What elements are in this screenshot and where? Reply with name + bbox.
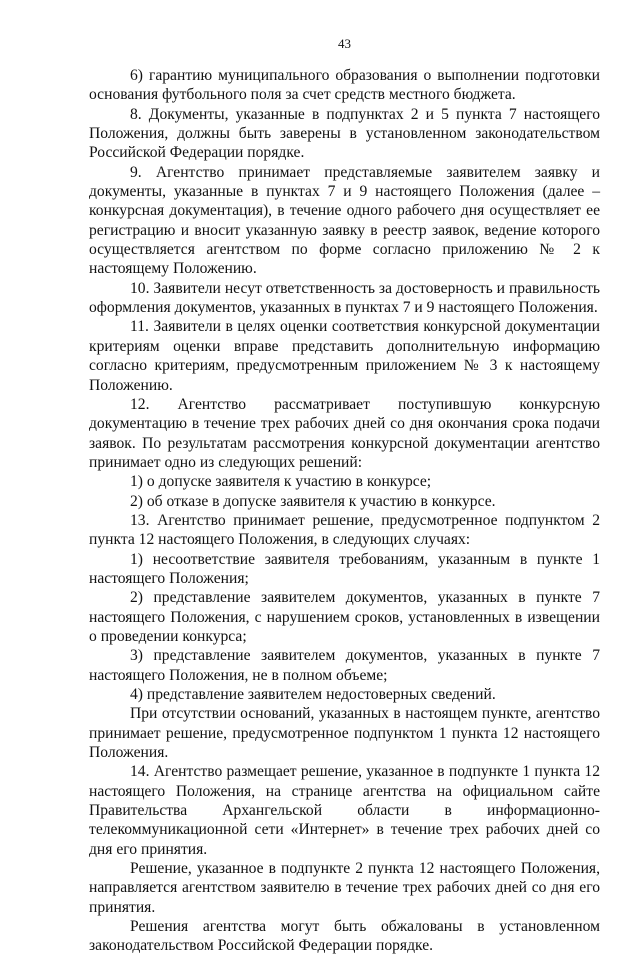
paragraph-13-item-1: 1) несоответствие заявителя требованиям, указанным в пункте 1 настоящего Положения; [89, 550, 600, 587]
paragraph-13-item-4: 4) представление заявителем недостоверных сведений. [130, 686, 496, 703]
paragraph-13-item-2: 2) представление заявителем документов, указанных в пункте 7 настоящего Положения, с нарушением сроков, установленных в извещении о проведении конкурса; [89, 589, 600, 645]
paragraph-12-item-1: 1) о допуске заявителя к участию в конкурсе; [130, 473, 432, 491]
document-body [89, 66, 600, 956]
paragraph-item-6: 6) гарантию муниципального образования о выполнении подготовки основания футбольного поля за счет средств местного бюджета. [89, 67, 600, 104]
paragraph-14-decision: Решение, указанное в подпункте 2 пункта 12 настоящего Положения, направляется агентством заявителю в течение трех рабочих дней со дня его принятия. [89, 860, 600, 916]
paragraph-14: 14. Агентство размещает решение, указанное в подпункте 1 пункта 12 настоящего Положения, на странице агентства на официальном сайте Правительства Архангельской области в информационно-телекоммуникационной сети «Интернет» в течение трех рабочих дней со дня его принятия. [89, 763, 600, 858]
paragraph-13: 13. Агентство принимает решение, предусмотренное подпунктом 2 пункта 12 настоящего Положения, в следующих случаях: [89, 511, 600, 549]
paragraph-13-conclusion: При отсутствии оснований, указанных в настоящем пункте, агентство принимает решение, предусмотренное подпунктом 1 пункта 12 настоящего Положения. [89, 705, 600, 762]
paragraph-12-item-2: 2) об отказе в допуске заявителя к участию в конкурсе. [130, 492, 496, 510]
paragraph-10: 10. Заявители несут ответственность за достоверность и правильность оформления документов, указанных в пунктах 7 и 9 настоящего Положения. [89, 279, 600, 317]
paragraph-11: 11. Заявители в целях оценки соответствия конкурсной документации критериям оценки вправе представить дополнительную информацию согласно критериям, предусмотренным приложением № 3 к настоящему Положению. [89, 318, 600, 394]
paragraph-14-appeal: Решения агентства могут быть обжалованы в установленном законодательством Российской Федерации порядке. [89, 918, 600, 955]
paragraph-8: 8. Документы, указанные в подпунктах 2 и 5 пункта 7 настоящего Положения, должны быть заверены в установленном законодательством Российской Федерации порядке. [89, 105, 600, 162]
paragraph-9: 9. Агентство принимает представляемые заявителем заявку и документы, указанные в пунктах 7 и 9 настоящего Положения (далее – конкурсная документация), в течение одного рабочего дня осуществляет ее регистрацию и вносит указанную заявку в реестр заявок, ведение которого осуществляется агентством по форме согласно приложению № 2 к настоящему Положению. [89, 163, 600, 278]
paragraph-12: 12. Агентство рассматривает поступившую конкурсную документацию в течение трех рабочих дней со дня окончания срока подачи заявок. По результатам рассмотрения конкурсной документации агентство принимает одно из следующих решений: [89, 395, 600, 471]
page-number: 43 [338, 36, 351, 51]
paragraph-13-item-3: 3) представление заявителем документов, указанных в пункте 7 настоящего Положения, не в полном объеме; [89, 647, 600, 684]
